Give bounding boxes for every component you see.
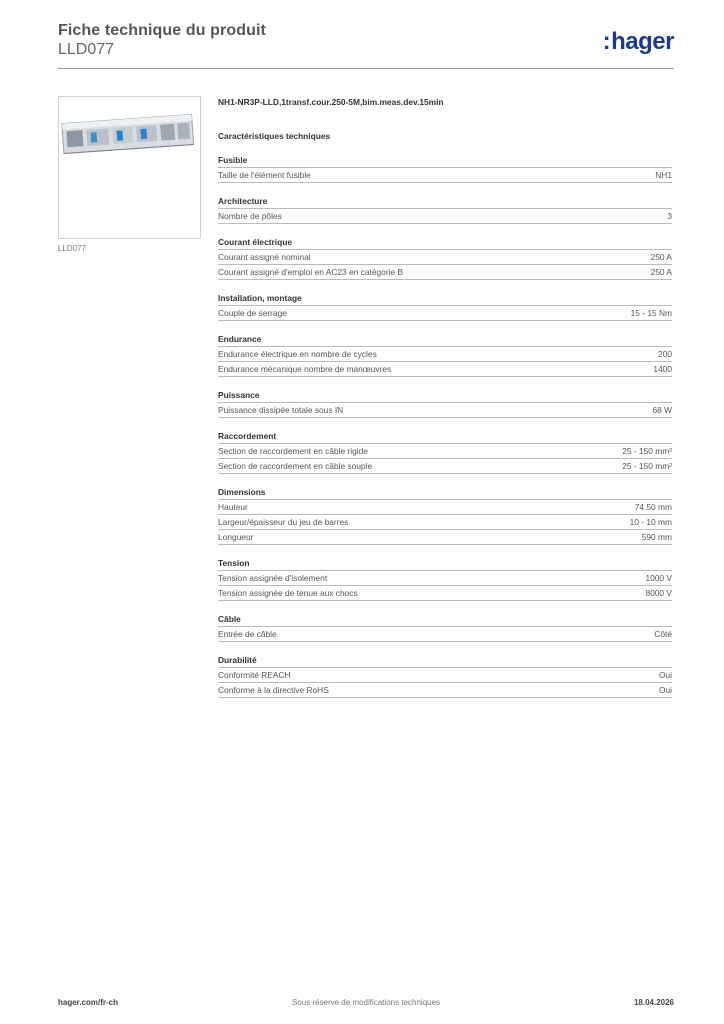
spec-row xyxy=(218,265,672,280)
spec-label: Endurance mécanique nombre de manœuvres xyxy=(218,364,392,374)
spec-value: 8000 V xyxy=(645,588,672,598)
spec-group xyxy=(218,154,672,183)
spec-row xyxy=(218,306,672,321)
spec-group-title: Fusible xyxy=(218,154,672,168)
spec-row xyxy=(218,586,672,601)
footer-website: hager.com/fr-ch xyxy=(58,998,119,1007)
spec-label: Endurance électrique en nombre de cycles xyxy=(218,349,377,359)
page-title: Fiche technique du produit xyxy=(58,22,266,39)
spec-label: Tension assignée d'isolement xyxy=(218,573,328,583)
footer-disclaimer: Sous réserve de modifications techniques xyxy=(291,998,441,1007)
spec-value: 1000 V xyxy=(645,573,672,583)
spec-group-title: Durabilité xyxy=(218,654,672,668)
spec-label: Tension assignée de tenue aux chocs xyxy=(218,588,358,598)
logo-mark-icon: : xyxy=(602,28,611,55)
spec-value: 68 W xyxy=(652,405,672,415)
spec-row xyxy=(218,683,672,698)
page-header xyxy=(58,22,674,68)
spec-value: 10 - 10 mm xyxy=(629,517,672,527)
hager-logo xyxy=(603,28,674,56)
spec-label: Nombre de pôles xyxy=(218,211,282,221)
product-image xyxy=(58,96,201,239)
spec-group-title: Raccordement xyxy=(218,430,672,444)
spec-label: Section de raccordement en câble souple xyxy=(218,461,373,471)
spec-row xyxy=(218,627,672,642)
spec-value: 25 - 150 mm² xyxy=(622,461,672,471)
spec-group xyxy=(218,292,672,321)
header-divider xyxy=(58,68,674,69)
spec-group xyxy=(218,430,672,474)
spec-value: 74.50 mm xyxy=(634,502,672,512)
spec-value: 590 mm xyxy=(641,532,672,542)
spec-row xyxy=(218,250,672,265)
spec-row xyxy=(218,571,672,586)
spec-label: Largeur/épaisseur du jeu de barres xyxy=(218,517,349,527)
spec-row xyxy=(218,515,672,530)
spec-label: Conformité REACH xyxy=(218,670,291,680)
logo-text: hager xyxy=(611,28,674,55)
spec-value: Oui xyxy=(658,670,672,680)
spec-value: 3 xyxy=(667,211,672,221)
spec-row xyxy=(218,530,672,545)
footer-date: 18.04.2026 xyxy=(633,998,674,1007)
spec-group xyxy=(218,333,672,377)
spec-group xyxy=(218,389,672,418)
spec-value: 15 - 15 Nm xyxy=(630,308,672,318)
spec-row xyxy=(218,668,672,683)
spec-value: Oui xyxy=(658,685,672,695)
spec-row xyxy=(218,500,672,515)
spec-group-title: Courant électrique xyxy=(218,236,672,250)
image-caption: LLD077 xyxy=(58,244,87,253)
spec-row xyxy=(218,459,672,474)
spec-group xyxy=(218,557,672,601)
spec-group-title: Dimensions xyxy=(218,486,672,500)
spec-label: Conforme à la directive RoHS xyxy=(218,685,329,695)
spec-value: 25 - 150 mm² xyxy=(622,446,672,456)
spec-row xyxy=(218,168,672,183)
spec-label: Taille de l'élément fusible xyxy=(218,170,311,180)
spec-value: 250 A xyxy=(650,252,672,262)
spec-label: Couple de serrage xyxy=(218,308,287,318)
spec-group-title: Endurance xyxy=(218,333,672,347)
spec-label: Longueur xyxy=(218,532,254,542)
spec-group xyxy=(218,236,672,280)
spec-label: Section de raccordement en câble rigide xyxy=(218,446,368,456)
specifications xyxy=(218,96,672,698)
spec-value: 250 A xyxy=(650,267,672,277)
spec-label: Courant assigné d'emploi en AC23 en catégorie B xyxy=(218,267,404,277)
spec-group xyxy=(218,613,672,642)
spec-row xyxy=(218,209,672,224)
spec-groups xyxy=(218,154,672,698)
product-reference: LLD077 xyxy=(58,41,115,58)
spec-value: NH1 xyxy=(655,170,672,180)
spec-row xyxy=(218,403,672,418)
spec-group-title: Installation, montage xyxy=(218,292,672,306)
spec-label: Hauteur xyxy=(218,502,248,512)
spec-value: 1400 xyxy=(653,364,672,374)
spec-group-title: Tension xyxy=(218,557,672,571)
spec-label: Puissance dissipée totale sous IN xyxy=(218,405,344,415)
spec-group-title: Puissance xyxy=(218,389,672,403)
spec-label: Entrée de câble xyxy=(218,629,277,639)
spec-row xyxy=(218,362,672,377)
spec-value: 200 xyxy=(658,349,672,359)
spec-row xyxy=(218,347,672,362)
spec-label: Courant assigné nominal xyxy=(218,252,311,262)
spec-group-title: Câble xyxy=(218,613,672,627)
spec-row xyxy=(218,444,672,459)
spec-group xyxy=(218,486,672,545)
spec-group xyxy=(218,654,672,698)
product-photo-icon xyxy=(59,97,200,238)
spec-value: Côté xyxy=(654,629,672,639)
product-description: NH1-NR3P-LLD,1transf.cour.250-5M,bim.meas.dev.15min xyxy=(218,97,444,107)
section-heading: Caractéristiques techniques xyxy=(218,131,331,141)
spec-group-title: Architecture xyxy=(218,195,672,209)
spec-group xyxy=(218,195,672,224)
